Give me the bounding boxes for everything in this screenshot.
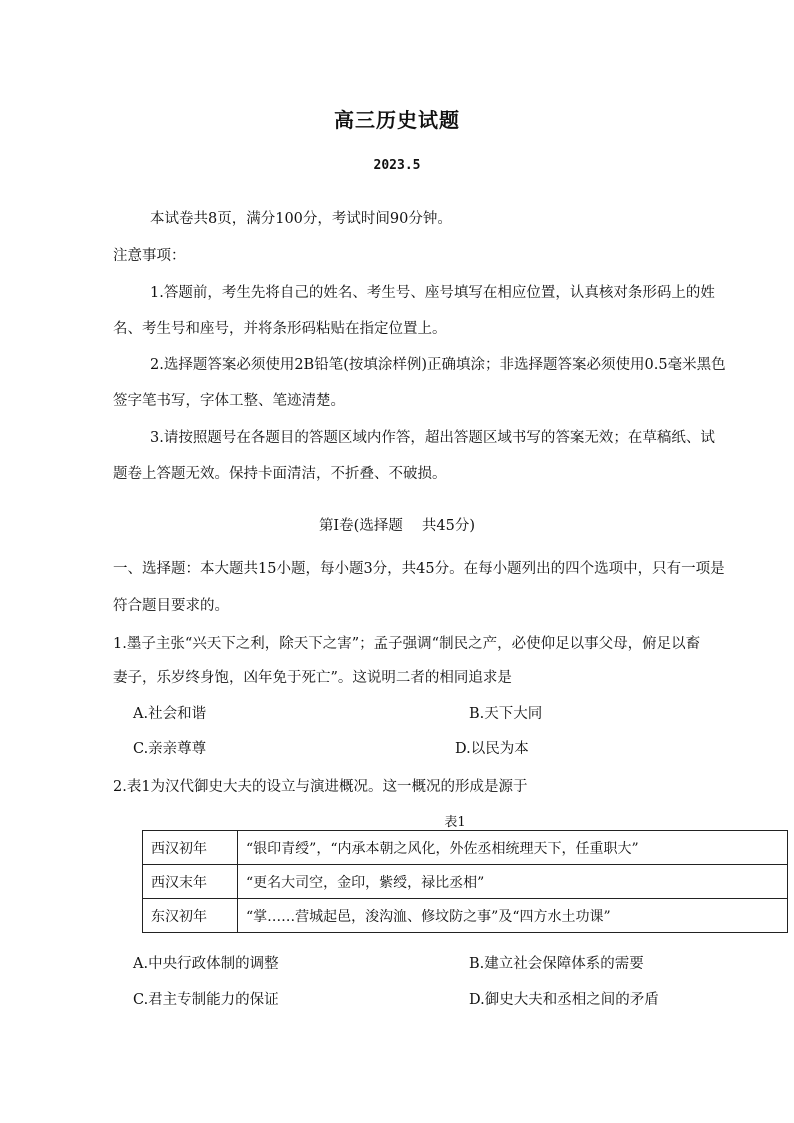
question-2-option-d: D.御史大夫和丞相之间的矛盾 [469, 992, 659, 1008]
question-1-option-c: C.亲亲尊尊 [133, 741, 207, 757]
table-cell-period: 西汉末年 [143, 865, 238, 899]
table-cell-description: “银印青绶”，“内承本朝之风化，外佐丞相统理天下，任重职大” [238, 831, 788, 865]
table-cell-description: “掌……营城起邑，浚沟洫、修坟防之事”及“四方水土功课” [238, 899, 788, 933]
intro-text: 本试卷共8页，满分100分，考试时间90分钟。 [150, 211, 452, 227]
notice-item-3-line1: 3.请按照题号在各题目的答题区域内作答，超出答题区域书写的答案无效；在草稿纸、试 [150, 430, 715, 446]
section-title: 第Ⅰ卷(选择题 共45分) [318, 518, 476, 534]
question-1-option-d: D.以民为本 [455, 741, 529, 757]
table-row [143, 831, 788, 865]
table-cell-period: 东汉初年 [143, 899, 238, 933]
exam-date: 2023.5 [373, 158, 421, 173]
notice-heading: 注意事项： [113, 248, 186, 264]
table-row [143, 865, 788, 899]
part1-instructions-line1: 一、选择题：本大题共15小题，每小题3分，共45分。在每小题列出的四个选项中，只有一项是 [113, 561, 725, 577]
notice-item-2-line2: 签字笔书写，字体工整、笔迹清楚。 [113, 393, 345, 409]
question-1-stem-line1: 1.墨子主张“兴天下之利，除天下之害”；孟子强调“制民之产，必使仰足以事父母，俯足以畜 [113, 636, 701, 652]
question-2-option-b: B.建立社会保障体系的需要 [469, 956, 644, 972]
question-1-option-b: B.天下大同 [469, 706, 543, 722]
table-row [143, 899, 788, 933]
part1-instructions-line2: 符合题目要求的。 [113, 598, 229, 614]
question-2-option-a: A.中央行政体制的调整 [133, 956, 279, 972]
notice-item-1-line1: 1.答题前，考生先将自己的姓名、考生号、座号填写在相应位置，认真核对条形码上的姓 [150, 285, 715, 301]
notice-item-2-line1: 2.选择题答案必须使用2B铅笔(按填涂样例)正确填涂；非选择题答案必须使用0.5毫米黑色 [150, 357, 726, 373]
question-1-stem-line2: 妻子，乐岁终身饱，凶年免于死亡”。这说明二者的相同追求是 [113, 670, 512, 686]
question-2-stem: 2.表1为汉代御史大夫的设立与演进概况。这一概况的形成是源于 [113, 779, 528, 795]
question-2-option-c: C.君主专制能力的保证 [133, 992, 279, 1008]
history-table [142, 830, 788, 933]
question-1-option-a: A.社会和谐 [133, 706, 207, 722]
table-caption: 表1 [444, 815, 466, 830]
table-cell-period: 西汉初年 [143, 831, 238, 865]
notice-item-1-line2: 名、考生号和座号，并将条形码粘贴在指定位置上。 [113, 321, 447, 337]
table-cell-description: “更名大司空，金印，紫绶，禄比丞相” [238, 865, 788, 899]
notice-item-3-line2: 题卷上答题无效。保持卡面清洁，不折叠、不破损。 [113, 466, 447, 482]
page-title: 高三历史试题 [334, 108, 460, 132]
